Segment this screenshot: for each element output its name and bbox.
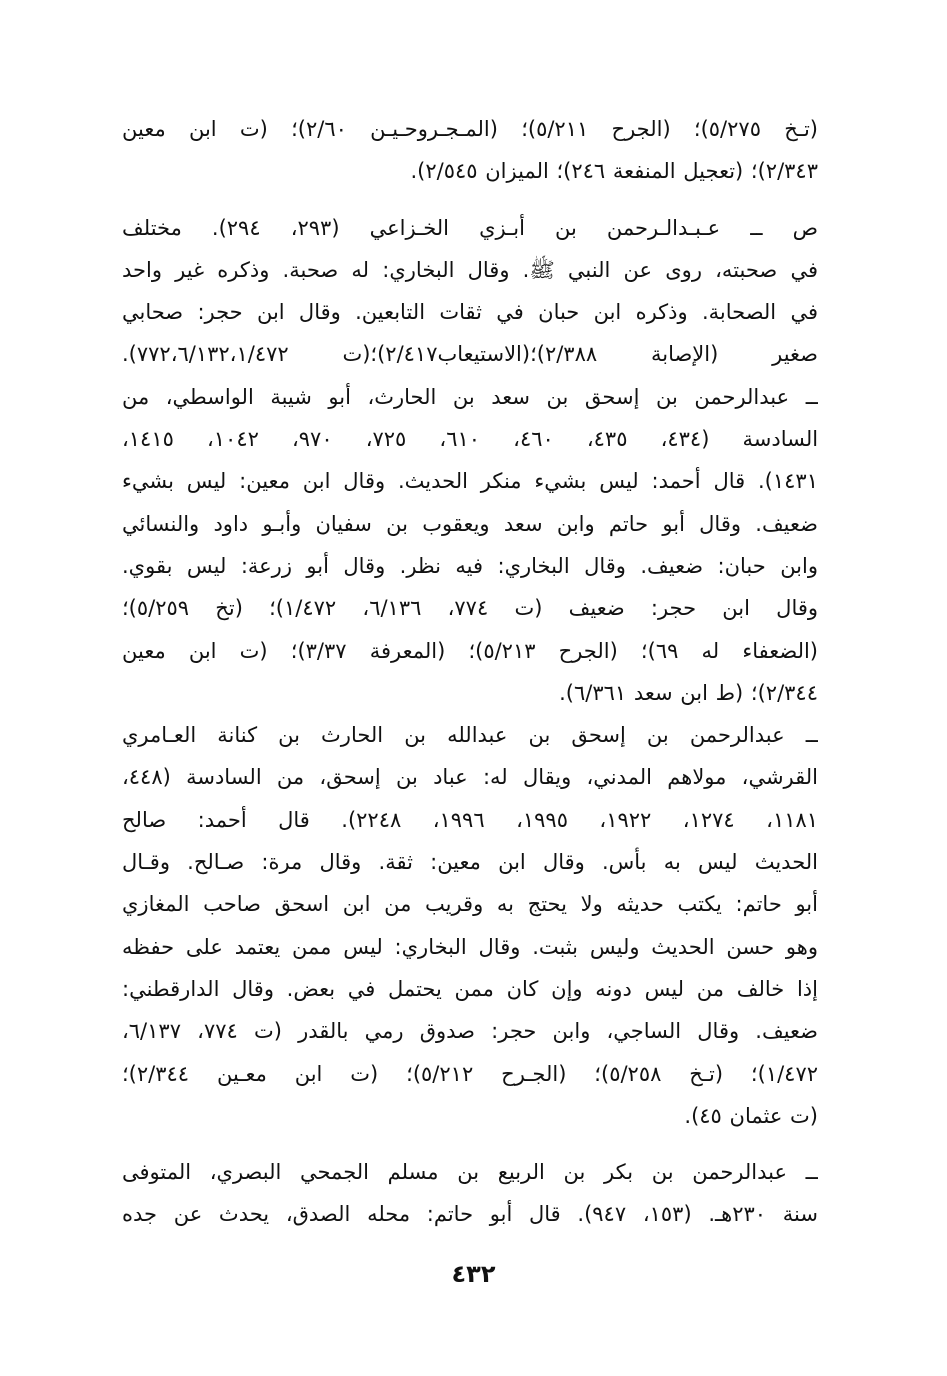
- text-line: الحديث ليس به بأس. وقال ابن معين: ثقة. وقال مرة: صـالح. وقـال: [122, 850, 818, 875]
- text-line: ص ــ عـبـدالـرحمن بن أبـزي الخـزاعي (٢٩٣، ٢٩٤). مختلف: [122, 215, 818, 240]
- text-line: ١٤٣١). قال أحمد: ليس بشيء منكر الحديث. وقال ابن معين: ليس بشيء: [122, 469, 818, 494]
- paragraph-references-continued: [122, 108, 818, 193]
- text-line: السادسة (٤٣٤، ٤٣٥، ٤٦٠، ٦١٠، ٧٢٥، ٩٧٠، ١٠٤٢، ١٤١٥،: [122, 427, 818, 452]
- text-line: (الضعفاء له ٦٩)؛ (الجرح ٥/٢١٣)؛ (المعرفة ٣/٣٧)؛ (ت ابن معين: [122, 638, 818, 663]
- page-body: [122, 108, 818, 1236]
- paragraph-gap: [122, 193, 818, 207]
- text-line: ــ عبدالرحمن بن إسحق بن سعد بن الحارث، أبو شيبة الواسطي، من: [122, 384, 818, 409]
- text-line: سنة ٢٣٠هـ. (١٥٣، ٩٤٧). قال أبو حاتم: محله الصدق، يحدث عن جده: [122, 1202, 818, 1227]
- text-line: القرشي، مولاهم المدني، ويقال له: عباد بن إسحق، من السادسة (٤٤٨،: [122, 765, 818, 790]
- text-line: ٢/٣٤٤)؛ (ط ابن سعد ٦/٣٦١).: [559, 680, 818, 705]
- text-line: وقال ابن حجر: ضعيف (ت ٧٧٤، ٦/١٣٦، ١/٤٧٢)؛ (تخ ٥/٢٥٩)؛: [122, 596, 818, 621]
- text-line: صغير (الإصابة ٢/٣٨٨)؛(الاستيعاب٢/٤١٧)؛(ت ٧٧٢،٦/١٣٢،١/٤٧٢).: [122, 342, 818, 367]
- paragraph-next-entry: [122, 1151, 818, 1236]
- text-line: في الصحابة. وذكره ابن حبان في ثقات التابعين. وقال ابن حجر: صحابي: [122, 300, 818, 325]
- text-line: أبو حاتم: يكتب حديثه ولا يحتج به وقريب من ابن اسحق صاحب المغازي: [122, 892, 818, 917]
- text-line: وابن حبان: ضعيف. وقال البخاري: فيه نظر. وقال أبو زرعة: ليس بقوي.: [122, 553, 818, 578]
- text-line: ضعيف. وقال الساجي، وابن حجر: صدوق رمي بالقدر (ت ٧٧٤، ٦/١٣٧،: [122, 1019, 818, 1044]
- text-line: ٢/٣٤٣)؛ (تعجيل المنفعة ٢٤٦)؛ الميزان ٢/٥٤٥).: [410, 159, 818, 184]
- text-line: وهو حسن الحديث وليس بثبت. وقال البخاري: ليس ممن يعتمد على حفظه: [122, 934, 818, 959]
- text-line: ١١٨١، ١٢٧٤، ١٩٢٢، ١٩٩٥، ١٩٩٦، ٢٢٤٨). قال أحمد: صالح: [122, 807, 818, 832]
- page-number: ٤٣٢: [451, 1260, 496, 1288]
- text-line: ١/٤٧٢)؛ (تـخ ٥/٢٥٨)؛ (الجـرح ٥/٢١٢)؛ (ت ابن معـين ٢/٣٤٤)؛: [122, 1061, 818, 1086]
- paragraph-biographies: [122, 207, 818, 1138]
- text-line: إذا خالف من ليس دونه وإن كان ممن يحتمل في بعض. وقال الدارقطني:: [122, 976, 818, 1001]
- text-line: ضعيف. وقال أبو حاتم وابن سعد ويعقوب بن سفيان وأبـو داود والنسائي: [122, 511, 818, 536]
- text-line: ــ عبدالرحمن بن بكر بن الربيع بن مسلم الجمحي البصري، المتوفى: [122, 1160, 818, 1185]
- text-line: ــ عبدالرحمن بن إسحق بن عبدالله بن الحارث بن كنانة العـامري: [122, 723, 818, 748]
- text-line: (تـخ ٥/٢٧٥)؛ (الجرح ٥/٢١١)؛ (المـجـروحـيـن ٢/٦٠)؛ (ت ابن معين: [122, 117, 818, 141]
- text-line: في صحبته، روى عن النبي ﷺ. وقال البخاري: له صحبة. وذكره غير واحد: [122, 257, 818, 282]
- text-line: (ت عثمان ٤٥).: [684, 1103, 818, 1128]
- paragraph-gap: [122, 1137, 818, 1151]
